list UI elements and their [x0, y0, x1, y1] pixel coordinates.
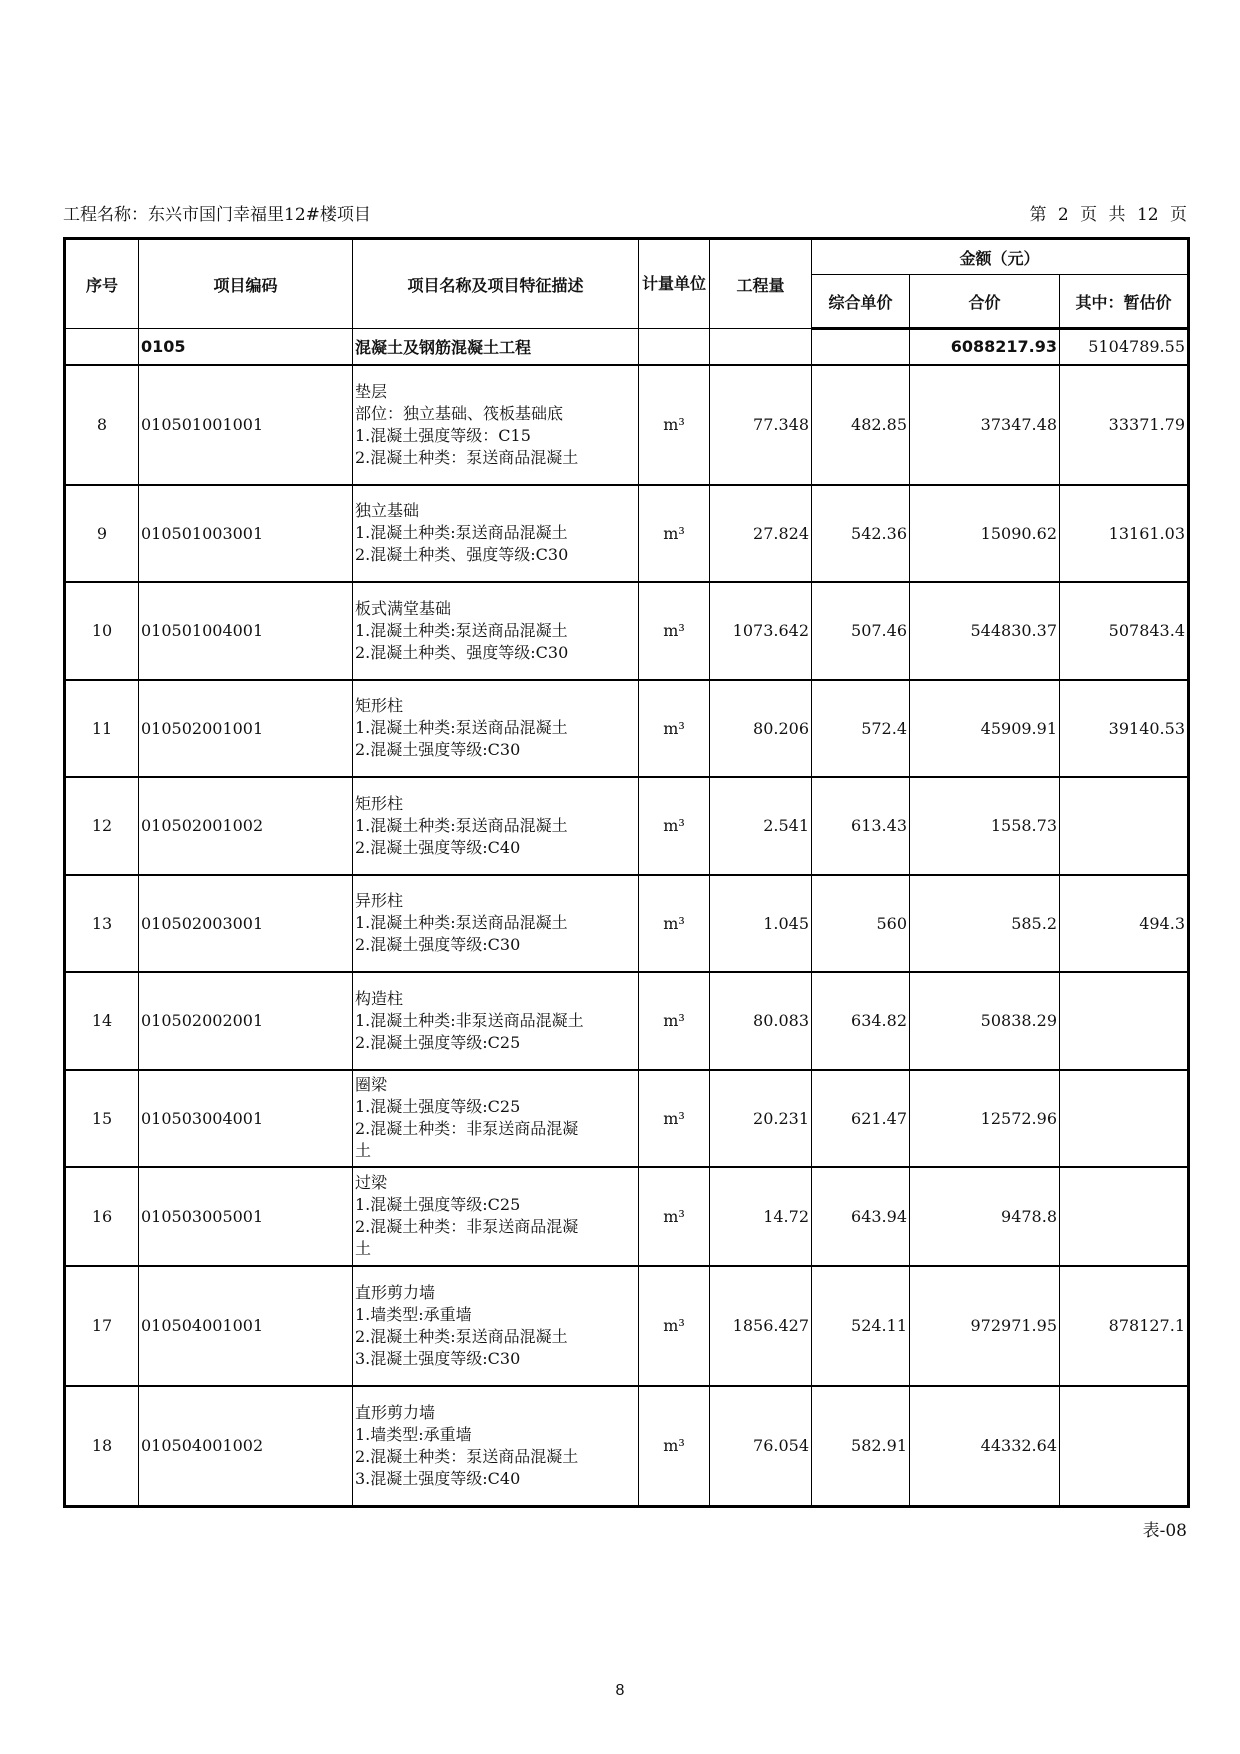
row-qty: 14.72 — [710, 1167, 812, 1266]
row-seq: 12 — [65, 777, 139, 875]
section-total: 6088217.93 — [910, 329, 1060, 365]
table-row — [65, 1167, 1189, 1266]
row-seq: 9 — [65, 485, 139, 582]
table-row — [65, 680, 1189, 777]
section-unit — [639, 329, 710, 365]
row-unit: m³ — [639, 777, 710, 875]
description-line: 1.混凝土种类:泵送商品混凝土 — [355, 913, 568, 932]
description-line: 2.混凝土种类、强度等级:C30 — [355, 545, 569, 564]
table-row — [65, 485, 1189, 582]
description-line: 垫层 — [355, 381, 388, 401]
table-row — [65, 875, 1189, 972]
row-estimate: 13161.03 — [1060, 485, 1189, 582]
description-line: 2.混凝土种类:泵送商品混凝土 — [355, 1326, 568, 1346]
row-unit-price: 621.47 — [812, 1070, 910, 1167]
page-number: 8 — [615, 1682, 625, 1699]
row-unit: m³ — [639, 582, 710, 680]
description-line: 2.混凝土种类：非泵送商品混凝 — [355, 1217, 579, 1236]
row-total: 1558.73 — [910, 777, 1060, 875]
bill-of-quantities-table — [63, 237, 1190, 1508]
table-code: 表-08 — [1142, 1521, 1187, 1541]
description-line: 2.混凝土强度等级:C30 — [355, 740, 521, 759]
row-qty: 80.083 — [710, 972, 812, 1070]
row-estimate: 39140.53 — [1060, 680, 1189, 777]
row-unit: m³ — [639, 1266, 710, 1386]
row-code: 010501004001 — [139, 582, 353, 680]
row-seq: 11 — [65, 680, 139, 777]
row-code: 010502001001 — [139, 680, 353, 777]
table-row — [65, 1070, 1189, 1167]
description-line: 2.混凝土种类：泵送商品混凝土 — [355, 447, 579, 467]
row-unit: m³ — [639, 1070, 710, 1167]
row-code: 010504001001 — [139, 1266, 353, 1386]
description-line: 1.混凝土强度等级：C15 — [355, 425, 531, 445]
description-line: 1.混凝土种类:非泵送商品混凝土 — [355, 1010, 584, 1030]
section-name: 混凝土及钢筋混凝土工程 — [353, 329, 639, 365]
row-unit: m³ — [639, 485, 710, 582]
row-seq: 14 — [65, 972, 139, 1070]
col-header-code: 项目编码 — [139, 239, 353, 329]
row-estimate — [1060, 972, 1189, 1070]
table-row — [65, 972, 1189, 1070]
description-line: 土 — [355, 1239, 372, 1258]
row-unit: m³ — [639, 1167, 710, 1266]
description-line: 2.混凝土种类：泵送商品混凝土 — [355, 1446, 579, 1466]
row-qty: 1.045 — [710, 875, 812, 972]
row-description — [353, 680, 639, 777]
row-description — [353, 1070, 639, 1167]
row-unit: m³ — [639, 972, 710, 1070]
row-total: 12572.96 — [910, 1070, 1060, 1167]
row-unit-price: 582.91 — [812, 1386, 910, 1507]
row-total: 972971.95 — [910, 1266, 1060, 1386]
col-header-seq: 序号 — [65, 239, 139, 329]
row-total: 44332.64 — [910, 1386, 1060, 1507]
col-header-unit: 计量单位 — [639, 239, 710, 329]
row-code: 010501001001 — [139, 365, 353, 485]
row-total: 15090.62 — [910, 485, 1060, 582]
description-line: 2.混凝土强度等级:C40 — [355, 837, 521, 857]
description-line: 3.混凝土强度等级:C30 — [355, 1348, 521, 1368]
row-unit-price: 524.11 — [812, 1266, 910, 1386]
col-header-amount: 金额（元） — [812, 239, 1189, 275]
row-total: 585.2 — [910, 875, 1060, 972]
row-total: 50838.29 — [910, 972, 1060, 1070]
row-seq: 16 — [65, 1167, 139, 1266]
row-estimate — [1060, 1167, 1189, 1266]
section-estimate: 5104789.55 — [1060, 329, 1189, 365]
section-qty — [710, 329, 812, 365]
description-line: 构造柱 — [355, 988, 404, 1008]
row-description — [353, 1266, 639, 1386]
row-qty: 77.348 — [710, 365, 812, 485]
table-row — [65, 1386, 1189, 1507]
row-unit-price: 634.82 — [812, 972, 910, 1070]
row-seq: 17 — [65, 1266, 139, 1386]
row-qty: 27.824 — [710, 485, 812, 582]
table-row — [65, 1266, 1189, 1386]
row-estimate: 33371.79 — [1060, 365, 1189, 485]
table-row — [65, 582, 1189, 680]
col-header-qty: 工程量 — [710, 239, 812, 329]
row-estimate: 494.3 — [1060, 875, 1189, 972]
description-line: 1.混凝土种类:泵送商品混凝土 — [355, 815, 568, 835]
row-code: 010502002001 — [139, 972, 353, 1070]
description-line: 1.混凝土强度等级:C25 — [355, 1195, 521, 1214]
row-unit: m³ — [639, 680, 710, 777]
row-seq: 10 — [65, 582, 139, 680]
row-description — [353, 365, 639, 485]
row-unit-price: 482.85 — [812, 365, 910, 485]
description-line: 直形剪力墙 — [355, 1282, 436, 1302]
row-qty: 76.054 — [710, 1386, 812, 1507]
description-line: 1.墙类型:承重墙 — [355, 1304, 472, 1324]
row-code: 010501003001 — [139, 485, 353, 582]
row-code: 010504001002 — [139, 1386, 353, 1507]
col-header-total: 合价 — [910, 275, 1060, 329]
row-total: 37347.48 — [910, 365, 1060, 485]
row-unit: m³ — [639, 365, 710, 485]
row-seq: 8 — [65, 365, 139, 485]
row-unit-price: 542.36 — [812, 485, 910, 582]
description-line: 1.混凝土种类:泵送商品混凝土 — [355, 523, 568, 542]
row-description — [353, 875, 639, 972]
row-qty: 1856.427 — [710, 1266, 812, 1386]
description-line: 1.墙类型:承重墙 — [355, 1424, 472, 1444]
description-line: 直形剪力墙 — [355, 1402, 436, 1422]
col-header-unit-price: 综合单价 — [812, 275, 910, 329]
row-seq: 18 — [65, 1386, 139, 1507]
row-total: 9478.8 — [910, 1167, 1060, 1266]
page-info: 第 2 页 共 12 页 — [1029, 205, 1187, 225]
col-header-name: 项目名称及项目特征描述 — [353, 239, 639, 329]
section-seq — [65, 329, 139, 365]
table-row — [65, 777, 1189, 875]
row-unit-price: 572.4 — [812, 680, 910, 777]
row-code: 010502001002 — [139, 777, 353, 875]
row-qty: 20.231 — [710, 1070, 812, 1167]
row-estimate — [1060, 1070, 1189, 1167]
row-unit-price: 507.46 — [812, 582, 910, 680]
section-code: 0105 — [139, 329, 353, 365]
row-unit: m³ — [639, 875, 710, 972]
row-description — [353, 1167, 639, 1266]
row-unit-price: 560 — [812, 875, 910, 972]
description-line: 1.混凝土种类:泵送商品混凝土 — [355, 620, 568, 640]
description-line: 3.混凝土强度等级:C40 — [355, 1468, 521, 1488]
row-unit-price: 613.43 — [812, 777, 910, 875]
description-line: 圈梁 — [355, 1075, 388, 1094]
description-line: 1.混凝土强度等级:C25 — [355, 1097, 521, 1116]
section-unit-price — [812, 329, 910, 365]
row-estimate — [1060, 777, 1189, 875]
row-total: 544830.37 — [910, 582, 1060, 680]
col-header-estimate: 其中：暂估价 — [1060, 275, 1189, 329]
row-description — [353, 972, 639, 1070]
row-code: 010503005001 — [139, 1167, 353, 1266]
row-description — [353, 777, 639, 875]
description-line: 1.混凝土种类:泵送商品混凝土 — [355, 718, 568, 737]
row-estimate: 507843.4 — [1060, 582, 1189, 680]
row-estimate — [1060, 1386, 1189, 1507]
description-line: 矩形柱 — [355, 793, 404, 813]
row-qty: 2.541 — [710, 777, 812, 875]
row-description — [353, 485, 639, 582]
row-unit-price: 643.94 — [812, 1167, 910, 1266]
section-row — [65, 329, 1189, 365]
description-line: 2.混凝土强度等级:C25 — [355, 1032, 521, 1052]
description-line: 土 — [355, 1141, 372, 1160]
description-line: 过梁 — [355, 1173, 388, 1192]
row-description — [353, 582, 639, 680]
row-code: 010503004001 — [139, 1070, 353, 1167]
row-seq: 13 — [65, 875, 139, 972]
description-line: 独立基础 — [355, 501, 420, 520]
row-description — [353, 1386, 639, 1507]
row-qty: 1073.642 — [710, 582, 812, 680]
row-code: 010502003001 — [139, 875, 353, 972]
description-line: 异形柱 — [355, 891, 404, 910]
description-line: 矩形柱 — [355, 696, 404, 715]
description-line: 2.混凝土种类、强度等级:C30 — [355, 642, 569, 662]
description-line: 2.混凝土种类：非泵送商品混凝 — [355, 1119, 579, 1138]
project-name: 工程名称：东兴市国门幸福里12#楼项目 — [63, 205, 371, 225]
description-line: 部位：独立基础、筏板基础底 — [355, 403, 564, 423]
table-row — [65, 365, 1189, 485]
row-total: 45909.91 — [910, 680, 1060, 777]
row-estimate: 878127.1 — [1060, 1266, 1189, 1386]
description-line: 2.混凝土强度等级:C30 — [355, 935, 521, 954]
row-unit: m³ — [639, 1386, 710, 1507]
row-seq: 15 — [65, 1070, 139, 1167]
description-line: 板式满堂基础 — [355, 598, 452, 618]
row-qty: 80.206 — [710, 680, 812, 777]
